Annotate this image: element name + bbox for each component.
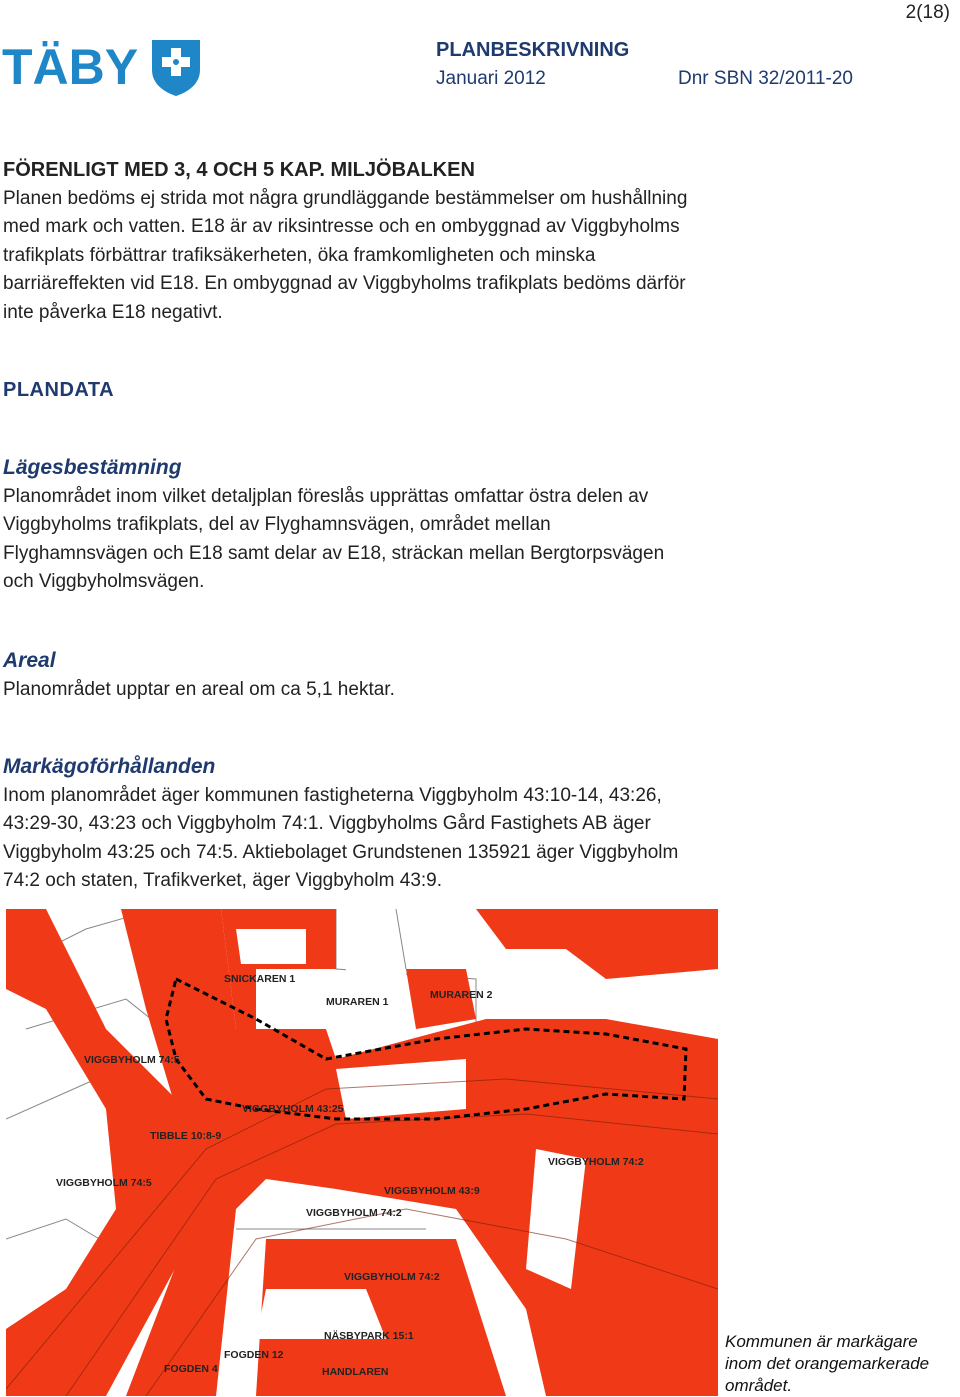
- caption-line: området.: [725, 1376, 793, 1395]
- document-date: Januari 2012: [436, 68, 546, 89]
- paragraph-line: med mark och vatten. E18 är av riksintresse och en ombyggnad av Viggbyholms: [3, 216, 680, 237]
- paragraph-line: Planen bedöms ej strida mot några grundläggande bestämmelser om hushållning: [3, 187, 688, 209]
- paragraph-line: Flyghamnsvägen och E18 samt delar av E18, sträckan mellan Bergtorpsvägen: [3, 542, 665, 564]
- markagoforhallanden-section: [3, 753, 803, 896]
- map-label: NÄSBYPARK 15:1: [324, 1330, 414, 1342]
- document-title: PLANBESKRIVNING: [436, 39, 630, 61]
- paragraph-line: trafikplats förbättrar trafiksäkerheten, öka framkomligheten och minska: [3, 244, 596, 266]
- map-label: VIGGBYHOLM 43:25: [242, 1103, 344, 1115]
- paragraph-line: Inom planområdet äger kommunen fastigheterna Viggbyholm 43:10-14, 43:26,: [3, 784, 662, 806]
- paragraph-line: Planområdet upptar en areal om ca 5,1 hektar.: [3, 678, 395, 700]
- map-label: HANDLAREN: [322, 1366, 389, 1378]
- miljobalken-section: [3, 156, 803, 327]
- subsection-heading: Markägoförhållanden: [3, 755, 216, 778]
- paragraph-line: Planområdet inom vilket detaljplan föreslås upprättas omfattar östra delen av: [3, 485, 649, 507]
- map-label: VIGGBYHOLM 74:5: [84, 1054, 180, 1066]
- taby-logo: [2, 36, 202, 96]
- subsection-heading: Areal: [3, 649, 56, 672]
- paragraph-line: 43:29-30, 43:23 och Viggbyholm 74:1. Viggbyholms Gård Fastighets AB äger: [3, 813, 651, 834]
- plandata-heading: PLANDATA: [3, 379, 115, 401]
- paragraph-line: inte påverka E18 negativt.: [3, 301, 223, 323]
- map-label: FOGDEN 12: [224, 1349, 284, 1361]
- map-label: VIGGBYHOLM 74:2: [548, 1156, 644, 1168]
- svg-text:TÄBY: TÄBY: [2, 39, 139, 95]
- map-label: TIBBLE 10:8-9: [150, 1130, 222, 1142]
- map-label: VIGGBYHOLM 74:2: [344, 1271, 440, 1283]
- map-label: FOGDEN 4: [164, 1363, 218, 1375]
- caption-line: inom det orangemarkerade: [725, 1354, 930, 1373]
- paragraph-line: Viggbyholms trafikplats, del av Flyghamnsvägen, området mellan: [3, 514, 551, 535]
- map-label: VIGGBYHOLM 74:2: [306, 1207, 402, 1219]
- map-label: VIGGBYHOLM 74:5: [56, 1177, 152, 1189]
- map-label: SNICKAREN 1: [224, 973, 296, 985]
- map-label: MURAREN 2: [430, 989, 493, 1001]
- section-heading: FÖRENLIGT MED 3, 4 OCH 5 KAP. MILJÖBALKEN: [3, 159, 475, 181]
- map-label: MURAREN 1: [326, 996, 389, 1008]
- lagesbestamning-section: [3, 454, 803, 597]
- subsection-heading: Lägesbestämning: [3, 456, 182, 479]
- paragraph-line: Viggbyholm 43:25 och 74:5. Aktiebolaget Grundstenen 135921 äger Viggbyholm: [3, 841, 679, 863]
- land-ownership-map: [6, 909, 718, 1396]
- map-caption: [725, 1331, 960, 1397]
- paragraph-line: och Viggbyholmsvägen.: [3, 571, 205, 592]
- map-label: VIGGBYHOLM 43:9: [384, 1185, 480, 1197]
- areal-section: [3, 647, 803, 704]
- page-number: 2(18): [905, 2, 950, 23]
- paragraph-line: barriäreffekten vid E18. En ombyggnad av Viggbyholms trafikplats bedöms därför: [3, 273, 686, 294]
- caption-line: Kommunen är markägare: [725, 1332, 918, 1351]
- document-reference: Dnr SBN 32/2011-20: [678, 68, 853, 89]
- paragraph-line: 74:2 och staten, Trafikverket, äger Viggbyholm 43:9.: [3, 870, 443, 891]
